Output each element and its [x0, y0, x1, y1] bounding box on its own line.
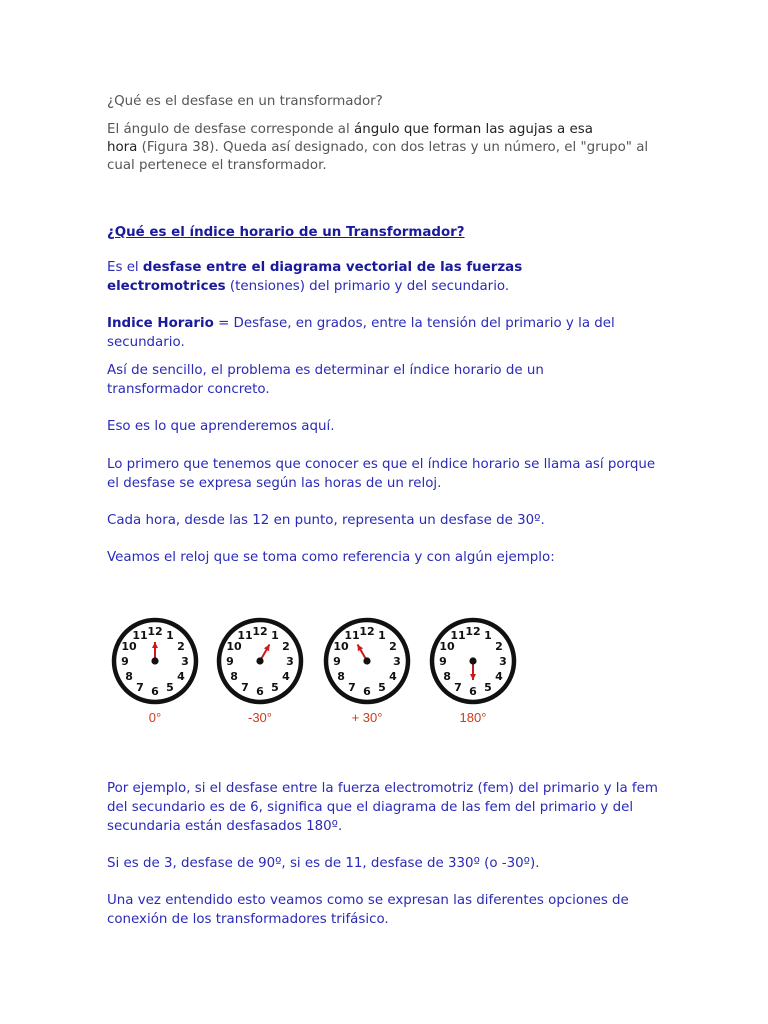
clock-0 — [105, 617, 205, 737]
clock-number: 5 — [484, 680, 492, 694]
clock-number: 12 — [465, 625, 481, 638]
clock-face — [105, 617, 205, 709]
section-heading-link[interactable]: ¿Qué es el índice horario de un Transformador? — [107, 225, 465, 240]
indice-horario-definition: = Desfase, en grados, entre la tensión del primario y la del secundario. — [107, 316, 615, 350]
paragraph-tres: Si es de 3, desfase de 90º, si es de 11, desfase de 330º (o -30º). — [107, 856, 540, 871]
paragraph-cada-hora: Cada hora, desde las 12 en punto, representa un desfase de 30º. — [107, 513, 545, 528]
clock-number: 2 — [389, 640, 397, 653]
clock-face — [423, 617, 523, 709]
indice-horario-paragraph — [107, 314, 667, 352]
clock-number: 11 — [132, 629, 148, 643]
clock-number: 8 — [337, 670, 345, 683]
clock-number: 8 — [443, 670, 451, 683]
clock-number: 9 — [226, 655, 234, 668]
section-heading-wrap — [107, 221, 465, 240]
clock-number: 7 — [136, 680, 144, 694]
clock-number: 12 — [359, 625, 375, 638]
paragraph-ejemplo: Por ejemplo, si el desfase entre la fuerza electromotriz (fem) del primario y la fem del secundario es de 6, significa que el diagrama de las fem del primario y del secundaria están desfasados 180º. — [107, 781, 658, 834]
paragraph-final: Una vez entendido esto veamos como se expresan las diferentes opciones de conexión de los transformadores trifásico. — [107, 893, 629, 927]
intro-highlight-a: ángulo que forman las agujas a esa — [354, 122, 593, 137]
indice-horario-term: Indice Horario — [107, 316, 214, 331]
clock-number: 8 — [230, 670, 238, 683]
clock-number: 3 — [181, 655, 189, 668]
clock-number: 10 — [333, 640, 349, 653]
definition-bold-a: desfase entre el diagrama vectorial de las fuerzas — [142, 260, 523, 275]
clock-number: 4 — [389, 670, 397, 683]
clock-label: -30° — [248, 710, 272, 725]
intro-text-c: cual pertenece el transformador. — [107, 158, 327, 173]
clock-number: 1 — [271, 629, 279, 643]
intro-text-a: El ángulo de desfase corresponde al — [107, 122, 354, 137]
intro-highlight-b: hora — [107, 140, 138, 155]
clock-label: 180° — [459, 710, 487, 725]
clock-number: 3 — [393, 655, 401, 668]
clock-number: 7 — [454, 680, 462, 694]
clock-number: 1 — [484, 629, 492, 643]
intro-text-b: (Figura 38). Queda así designado, con dos letras y un número, el "grupo" al — [137, 140, 649, 155]
clock-number: 11 — [344, 629, 360, 643]
clock-number: 2 — [495, 640, 503, 653]
definition-paragraph — [107, 258, 667, 296]
definition-bold-b: electromotrices — [107, 279, 226, 294]
paragraph-sencillo: Así de sencillo, el problema es determinar el índice horario de un transformador concreto. — [107, 363, 544, 397]
clock-number: 12 — [252, 625, 268, 638]
clock-number: 9 — [121, 655, 129, 668]
clock-number: 6 — [363, 685, 371, 698]
paragraph-veamos: Veamos el reloj que se toma como referencia y con algún ejemplo: — [107, 550, 555, 565]
clock-2 — [317, 617, 417, 737]
clock-number: 7 — [348, 680, 356, 694]
clock-3 — [423, 617, 523, 737]
paragraph-aprender: Eso es lo que aprenderemos aquí. — [107, 419, 335, 434]
clock-number: 10 — [439, 640, 455, 653]
clocks-figure — [105, 617, 525, 737]
clock-number: 5 — [378, 680, 386, 694]
intro-question: ¿Qué es el desfase en un transformador? — [107, 94, 383, 109]
clock-number: 2 — [177, 640, 185, 653]
clock-number: 11 — [237, 629, 253, 643]
clock-number: 9 — [333, 655, 341, 668]
paragraph-primero: Lo primero que tenemos que conocer es que el índice horario se llama así porque el desfase se expresa según las horas de un reloj. — [107, 457, 656, 491]
clock-number: 12 — [147, 625, 163, 638]
clock-number: 6 — [256, 685, 264, 698]
clock-label: 0° — [148, 710, 162, 725]
clock-center-dot — [151, 657, 158, 664]
clock-face — [210, 617, 310, 709]
clock-number: 2 — [282, 640, 290, 653]
clock-1 — [210, 617, 310, 737]
clock-face — [317, 617, 417, 709]
clock-number: 5 — [271, 680, 279, 694]
clock-number: 3 — [286, 655, 294, 668]
clock-number: 11 — [450, 629, 466, 643]
clock-number: 6 — [151, 685, 159, 698]
clock-label: + 30° — [351, 710, 383, 725]
intro-paragraph — [107, 121, 667, 175]
clock-number: 10 — [121, 640, 137, 653]
clock-center-dot — [469, 657, 476, 664]
clock-number: 1 — [378, 629, 386, 643]
clock-number: 6 — [469, 685, 477, 698]
clock-number: 1 — [166, 629, 174, 643]
clock-number: 4 — [495, 670, 503, 683]
clock-number: 9 — [439, 655, 447, 668]
clock-number: 8 — [125, 670, 133, 683]
definition-text-a: Es el — [107, 260, 143, 275]
clock-number: 3 — [499, 655, 507, 668]
clock-number: 4 — [282, 670, 290, 683]
clock-number: 4 — [177, 670, 185, 683]
clock-number: 7 — [241, 680, 249, 694]
clock-number: 5 — [166, 680, 174, 694]
clock-center-dot — [256, 657, 263, 664]
clock-number: 10 — [226, 640, 242, 653]
definition-text-b: (tensiones) del primario y del secundario. — [225, 279, 510, 294]
clock-center-dot — [363, 657, 370, 664]
